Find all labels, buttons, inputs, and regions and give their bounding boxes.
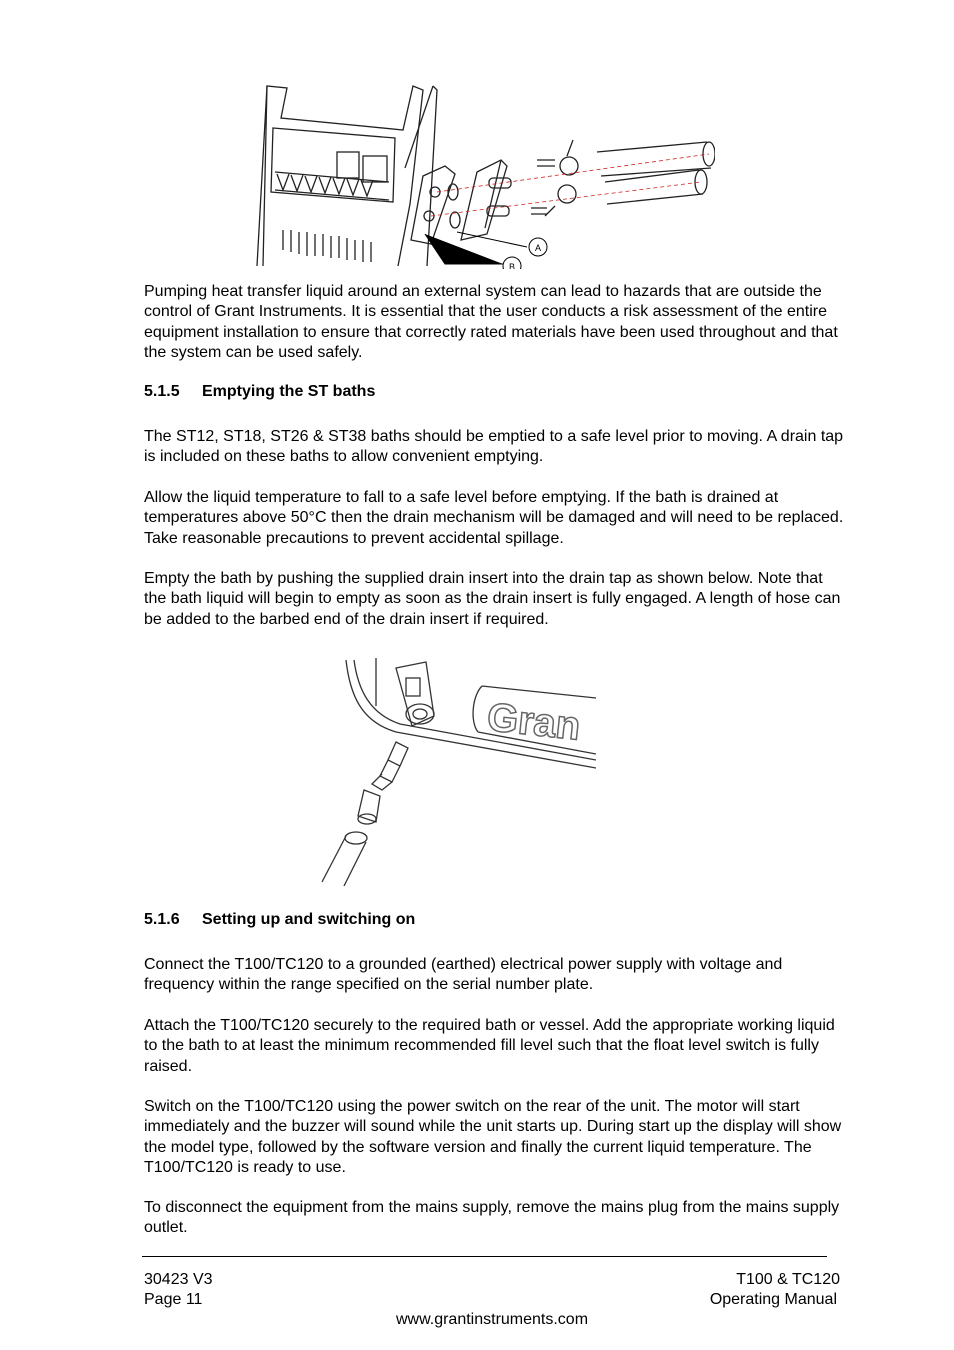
section-number: 5.1.6 [144, 911, 180, 928]
paragraph-temperature-caution: Allow the liquid temperature to fall to a safe level before emptying. If the bath is drained at temperatures above 50°C then the drain mechanism will be damaged and will need to be replaced. Take reasonable precautions to prevent accidental spillage. [144, 489, 844, 547]
paragraph-power-supply: Connect the T100/TC120 to a grounded (earthed) electrical power supply with voltage and frequency within the range specified on the serial number plate. [144, 956, 783, 994]
section-title: Setting up and switching on [202, 911, 416, 928]
brand-logo-text: Gran [485, 695, 583, 749]
footer-doc-number: 30423 V3 [144, 1271, 213, 1288]
paragraph-switch-on: Switch on the T100/TC120 using the power switch on the rear of the unit. The motor will start immediately and the buzzer will sound while the unit starts up. During start up the display will show the model type, followed by the software version and finally the current liquid temperature. The T100/TC120 is ready to use. [144, 1098, 842, 1176]
footer-product-name: T100 & TC120 [736, 1271, 840, 1288]
paragraph-attach-unit: Attach the T100/TC120 securely to the required bath or vessel. Add the appropriate working liquid to the bath to at least the minimum recommended fill level such that the float level switch is fully raised. [144, 1017, 835, 1075]
footer-divider [142, 1256, 827, 1257]
section-title: Emptying the ST baths [202, 383, 376, 400]
footer-website: www.grantinstruments.com [395, 1311, 589, 1328]
footer-manual-title: Operating Manual [709, 1291, 837, 1308]
paragraph-disconnect: To disconnect the equipment from the mains supply, remove the mains plug from the mains supply outlet. [144, 1199, 840, 1237]
drain-insert-diagram [316, 656, 596, 886]
pump-connector-diagram [255, 84, 715, 269]
paragraph-emptying-intro: The ST12, ST18, ST26 & ST38 baths should be emptied to a safe level prior to moving. A drain tap is included on these baths to allow convenient emptying. [144, 428, 844, 466]
paragraph-hazard-warning: Pumping heat transfer liquid around an external system can lead to hazards that are outside the control of Grant Instruments. It is essential that the user conducts a risk assessment of the entire equipment installation to ensure that correctly rated materials have been used throughout and that the system can be used safely. [144, 283, 838, 361]
section-heading-5-1-6 [144, 911, 415, 929]
section-heading-5-1-5 [144, 383, 375, 401]
section-number: 5.1.5 [144, 383, 180, 400]
footer-page-number: Page 11 [144, 1291, 203, 1308]
paragraph-drain-instructions: Empty the bath by pushing the supplied drain insert into the drain tap as shown below. Note that the bath liquid will begin to empty as soon as the drain insert is fully engaged. A length of hose can be added to the barbed end of the drain insert if required. [144, 570, 841, 628]
callout-a-label: A [534, 243, 542, 253]
callout-b-label: B [508, 262, 516, 269]
